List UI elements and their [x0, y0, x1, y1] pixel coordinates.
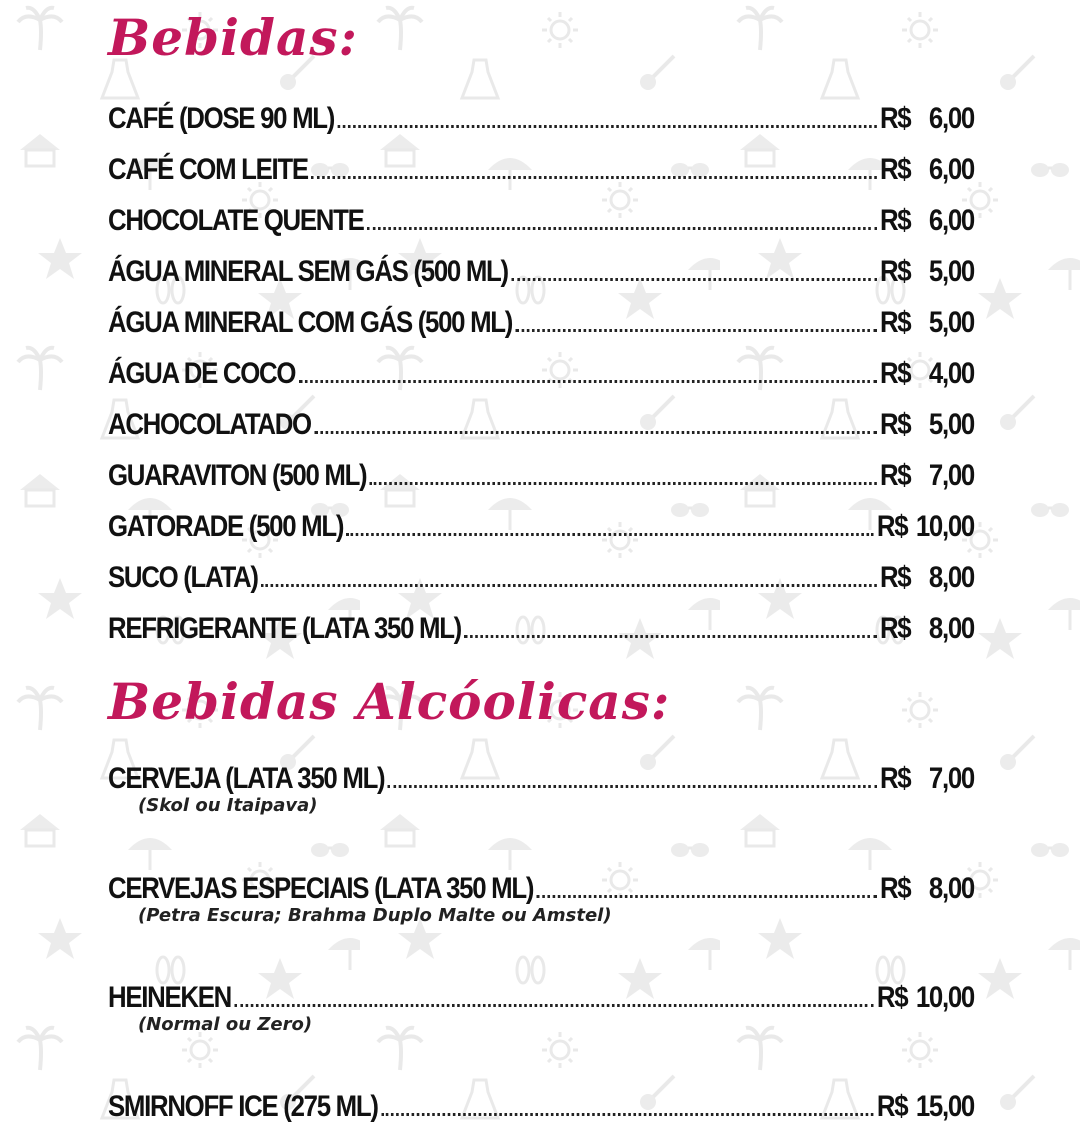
- item-currency: R$: [876, 1090, 908, 1123]
- dot-leader: [314, 430, 876, 434]
- item-name: HEINEKEN: [108, 981, 232, 1014]
- item-note: (Petra Escura; Brahma Duplo Malte ou Amstel): [138, 905, 612, 926]
- item-currency: R$: [879, 408, 911, 441]
- item-name: REFRIGERANTE (LATA 350 ML): [108, 612, 461, 645]
- item-name: GATORADE (500 ML): [108, 510, 344, 543]
- dot-leader: [370, 481, 877, 485]
- menu-item: [108, 507, 974, 547]
- item-name: SUCO (LATA): [108, 561, 258, 594]
- item-name: CERVEJA (LATA 350 ML): [108, 762, 385, 795]
- menu-item: [108, 201, 974, 241]
- item-price: 5,00: [928, 408, 974, 441]
- dot-leader: [388, 784, 877, 788]
- item-price: 8,00: [928, 872, 974, 905]
- dot-leader: [516, 328, 877, 332]
- item-name: CAFÉ COM LEITE: [108, 153, 308, 186]
- item-note: (Normal ou Zero): [138, 1014, 313, 1035]
- item-currency: R$: [879, 204, 911, 237]
- menu-item: [108, 303, 974, 343]
- item-name: ÁGUA MINERAL COM GÁS (500 ML): [108, 306, 513, 339]
- item-name: GUARAVITON (500 ML): [108, 459, 367, 492]
- item-name: SMIRNOFF ICE (275 ML): [108, 1090, 378, 1123]
- menu-item: [108, 354, 974, 394]
- item-currency: R$: [879, 612, 911, 645]
- item-price: 7,00: [928, 762, 974, 795]
- section-title-bebidas: Bebidas:: [108, 8, 358, 67]
- menu-item: [108, 99, 974, 139]
- item-currency: R$: [879, 762, 911, 795]
- dot-leader: [537, 894, 877, 898]
- item-currency: R$: [876, 981, 908, 1014]
- menu-item: [108, 405, 974, 445]
- item-price: 15,00: [915, 1090, 974, 1123]
- item-currency: R$: [879, 102, 911, 135]
- menu-item: [108, 1087, 974, 1127]
- dot-leader: [234, 1003, 873, 1007]
- item-currency: R$: [879, 255, 911, 288]
- menu-item: [108, 978, 974, 1035]
- item-name: ACHOCOLATADO: [108, 408, 311, 441]
- item-note: (Skol ou Itaipava): [138, 795, 318, 816]
- item-currency: R$: [879, 357, 911, 390]
- item-name: CHOCOLATE QUENTE: [108, 204, 364, 237]
- menu-item: [108, 456, 974, 496]
- item-price: 7,00: [928, 459, 974, 492]
- item-name: ÁGUA MINERAL SEM GÁS (500 ML): [108, 255, 508, 288]
- item-price: 6,00: [928, 153, 974, 186]
- menu-item: [108, 150, 974, 190]
- item-price: 5,00: [928, 255, 974, 288]
- menu-item: [108, 252, 974, 292]
- item-currency: R$: [876, 510, 908, 543]
- item-currency: R$: [879, 872, 911, 905]
- menu-item: [108, 759, 974, 816]
- dot-leader: [367, 226, 877, 230]
- item-price: 5,00: [928, 306, 974, 339]
- dot-leader: [347, 532, 874, 536]
- item-price: 6,00: [928, 204, 974, 237]
- dot-leader: [311, 175, 876, 179]
- item-price: 8,00: [928, 612, 974, 645]
- dot-leader: [337, 124, 876, 128]
- dot-leader: [511, 277, 876, 281]
- menu-item: [108, 609, 974, 649]
- item-price: 10,00: [915, 510, 974, 543]
- dot-leader: [299, 379, 877, 383]
- dot-leader: [381, 1112, 873, 1116]
- dot-leader: [464, 634, 876, 638]
- item-currency: R$: [879, 153, 911, 186]
- item-price: 6,00: [928, 102, 974, 135]
- item-currency: R$: [879, 306, 911, 339]
- item-name: ÁGUA DE COCO: [108, 357, 296, 390]
- dot-leader: [261, 583, 876, 587]
- item-name: CERVEJAS ESPECIAIS (LATA 350 ML): [108, 872, 534, 905]
- section-title-alcoolicas: Bebidas Alcóolicas:: [108, 672, 671, 731]
- menu-item: [108, 558, 974, 598]
- item-currency: R$: [879, 459, 911, 492]
- item-currency: R$: [879, 561, 911, 594]
- item-price: 4,00: [928, 357, 974, 390]
- menu-item: [108, 869, 974, 926]
- item-price: 8,00: [928, 561, 974, 594]
- item-price: 10,00: [915, 981, 974, 1014]
- item-name: CAFÉ (DOSE 90 ML): [108, 102, 335, 135]
